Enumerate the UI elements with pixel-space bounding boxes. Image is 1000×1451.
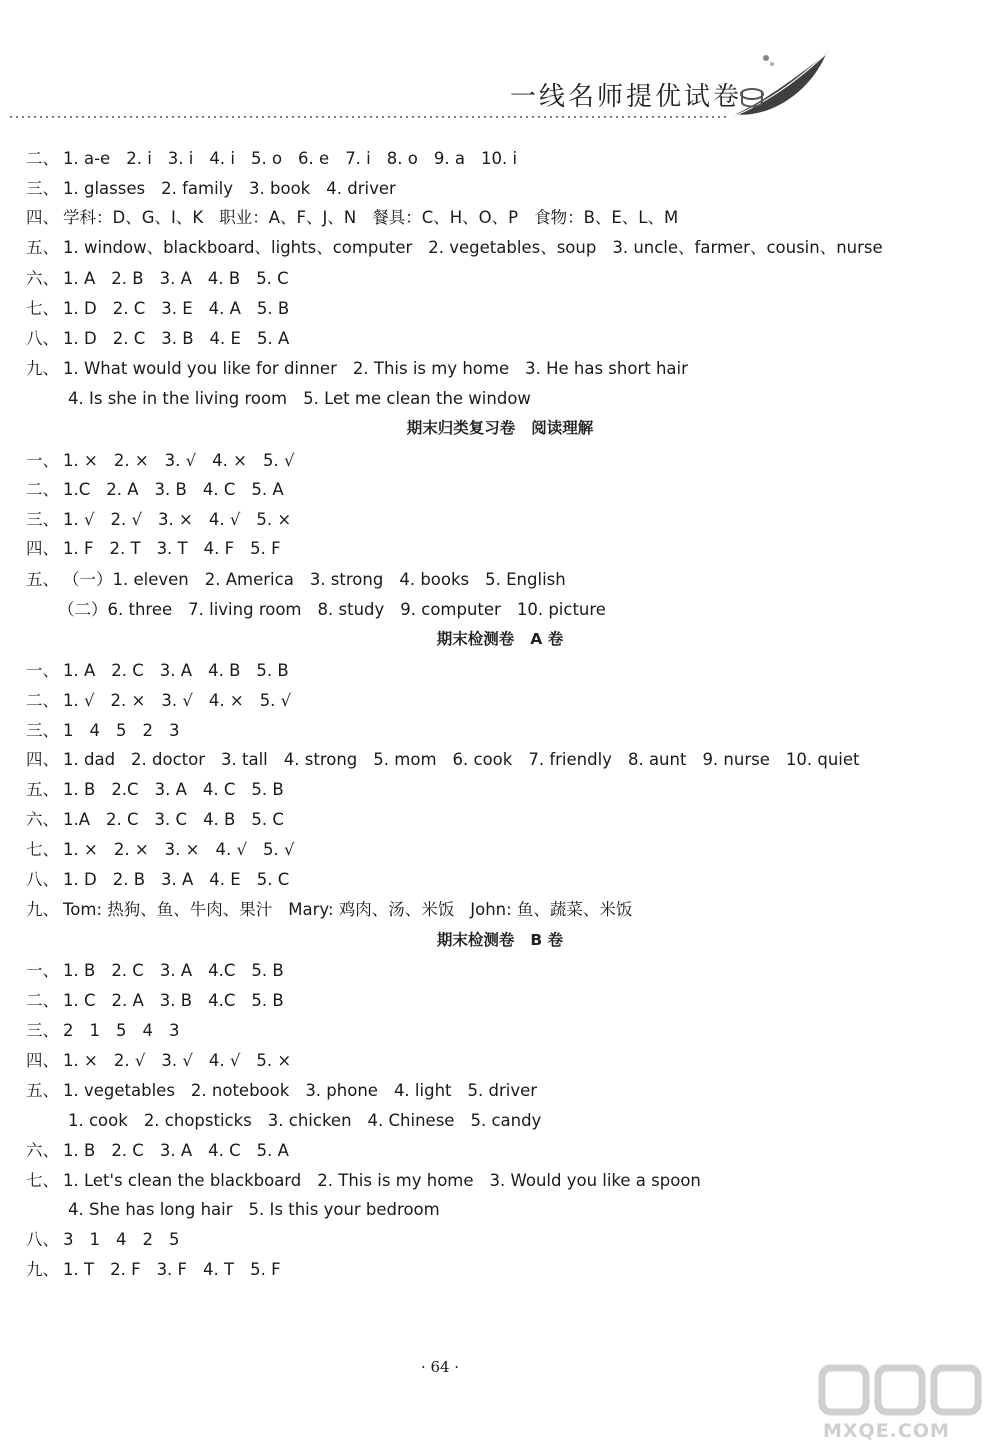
answer-item: Tom: 热狗、鱼、牛肉、果汁	[63, 900, 273, 919]
answer-line	[26, 960, 300, 982]
answer-item: 4. A	[208, 299, 241, 318]
answer-item: 3. uncle、farmer、cousin、nurse	[612, 238, 883, 257]
answer-item: 9. nurse	[702, 750, 770, 769]
answer-item: 2. This is my home	[317, 1171, 474, 1190]
question-number: 八、	[26, 1230, 59, 1249]
answer-item: 5. B	[251, 961, 284, 980]
answer-item: 4. E	[209, 870, 241, 889]
answer-line	[26, 1170, 717, 1192]
answer-item: 6. e	[298, 149, 330, 168]
answer-item: 4. She has long hair	[68, 1200, 233, 1219]
answer-item: 3. T	[156, 539, 188, 558]
question-number: 三、	[26, 510, 59, 529]
answer-item: 4	[116, 1230, 127, 1249]
answer-item: 1. A	[63, 269, 96, 288]
answer-item: 5	[116, 721, 127, 740]
question-number: 六、	[26, 1141, 59, 1160]
answer-item: 4. Is she in the living room	[68, 389, 288, 408]
answer-item: 7. friendly	[528, 750, 612, 769]
answer-item: 2. C	[111, 961, 144, 980]
answer-item: 2. This is my home	[352, 359, 510, 378]
answer-line	[26, 660, 305, 682]
question-number: 九、	[26, 1260, 59, 1279]
section-heading	[0, 628, 1000, 650]
section-heading	[0, 929, 1000, 951]
question-number: 一、	[26, 961, 59, 980]
section-heading-part: 期末检测卷	[436, 630, 515, 648]
answer-item: 1. T	[63, 1260, 95, 1279]
answer-line	[68, 1110, 557, 1132]
section-heading-part: 期末检测卷	[436, 931, 515, 949]
answer-item: 5	[169, 1230, 180, 1249]
answer-item: 2. √	[110, 510, 143, 529]
answer-item: 4. Chinese	[367, 1111, 455, 1130]
answer-line	[26, 809, 300, 831]
answer-item: 食物：B、E、L、M	[534, 208, 679, 227]
answer-item: 2. ×	[113, 451, 149, 470]
answer-item: 5. B	[256, 661, 289, 680]
answer-item: 4	[89, 721, 100, 740]
question-number: 五、	[26, 570, 59, 589]
answer-item: 2	[142, 1230, 153, 1249]
answer-item: 1. F	[63, 539, 94, 558]
answer-item: 餐具：C、H、O、P	[372, 208, 519, 227]
answer-item: 1. D	[63, 329, 97, 348]
answer-line	[26, 1050, 307, 1072]
answer-item: 10. i	[480, 149, 518, 168]
answer-item: 3. E	[161, 299, 193, 318]
answer-line	[26, 1259, 297, 1281]
answer-line	[26, 479, 300, 501]
question-number: 四、	[26, 1051, 59, 1070]
answer-item: 4. strong	[283, 750, 358, 769]
page-header-title: 一线名师提优试卷	[510, 82, 743, 112]
answer-line	[26, 1080, 553, 1102]
answer-item: 4	[142, 1021, 153, 1040]
answer-item: 3. strong	[309, 570, 384, 589]
answer-item: 3. A	[159, 269, 192, 288]
answer-line	[26, 690, 307, 712]
answer-item: 4. T	[203, 1260, 235, 1279]
answer-item: 7. living room	[188, 600, 302, 619]
answer-item: 2. C	[111, 661, 144, 680]
answer-line	[26, 869, 305, 891]
answer-item: 1	[89, 1021, 100, 1040]
answer-item: （二）6. three	[58, 600, 173, 619]
answer-item: 3. A	[159, 961, 193, 980]
answer-item: 1. √	[63, 691, 95, 710]
answer-item: 2. √	[113, 1051, 146, 1070]
answer-item: 5. √	[259, 691, 292, 710]
answer-item: 3. √	[164, 451, 197, 470]
answer-item: 1. a-e	[63, 149, 111, 168]
answer-line	[26, 1140, 305, 1162]
answer-line	[26, 358, 704, 380]
answer-item: 3	[169, 721, 180, 740]
answer-item: 2. family	[161, 179, 234, 198]
answer-item: 4. books	[399, 570, 470, 589]
section-heading	[0, 417, 1000, 439]
answer-item: 4. √	[208, 1051, 241, 1070]
answer-item: 8. aunt	[627, 750, 687, 769]
answer-item: 1. Let's clean the blackboard	[63, 1171, 302, 1190]
question-number: 四、	[26, 208, 59, 227]
answer-item: 6. cook	[452, 750, 513, 769]
answer-item: 3. A	[159, 661, 193, 680]
feather-icon	[728, 44, 838, 126]
answer-item: 4.C	[208, 961, 236, 980]
answer-line	[58, 599, 622, 621]
question-number: 八、	[26, 870, 59, 889]
answer-item: 3. ×	[158, 510, 193, 529]
answer-line	[26, 720, 196, 742]
answer-item: 3. B	[154, 480, 187, 499]
answer-item: 3. √	[161, 1051, 193, 1070]
answer-item: 4. √	[208, 510, 241, 529]
answer-item: 5. mom	[373, 750, 437, 769]
answer-item: 4. F	[203, 539, 235, 558]
answer-item: 3. √	[161, 691, 193, 710]
answer-item: 5	[116, 1021, 127, 1040]
answer-line	[26, 1020, 196, 1042]
question-number: 一、	[26, 661, 59, 680]
answer-item: 4. C	[202, 480, 236, 499]
answer-item: 2. T	[109, 539, 141, 558]
answer-item: 5. C	[256, 269, 289, 288]
answer-item: 1. glasses	[63, 179, 146, 198]
answer-item: 3. A	[159, 1141, 193, 1160]
answer-item: 1. ×	[63, 1051, 98, 1070]
question-number: 二、	[26, 480, 59, 499]
answer-item: 4. ×	[208, 691, 244, 710]
answer-item: 4. √	[215, 840, 247, 859]
answer-line	[68, 388, 547, 410]
answer-item: 2. notebook	[190, 1081, 290, 1100]
question-number: 七、	[26, 840, 59, 859]
question-number: 三、	[26, 721, 59, 740]
answer-item: 2. B	[111, 269, 144, 288]
answer-item: 4. light	[393, 1081, 452, 1100]
answer-item: 3	[63, 1230, 74, 1249]
section-heading-part: A 卷	[530, 630, 564, 648]
answer-line	[26, 1229, 196, 1251]
page-header	[0, 0, 1000, 130]
question-number: 二、	[26, 149, 59, 168]
answer-line	[26, 749, 876, 771]
answer-item: 3. tall	[221, 750, 268, 769]
answer-item: 2	[142, 721, 153, 740]
answer-item: 10. quiet	[785, 750, 860, 769]
answer-item: 3. ×	[164, 840, 200, 859]
answer-line	[26, 328, 305, 350]
answer-item: 1. √	[63, 510, 95, 529]
question-number: 二、	[26, 691, 59, 710]
answer-item: 5. driver	[467, 1081, 538, 1100]
answer-item: 4. B	[207, 269, 241, 288]
answer-item: 3	[169, 1021, 180, 1040]
answer-item: 5. A	[251, 480, 284, 499]
answer-item: 3. A	[154, 780, 187, 799]
answer-item: 4. B	[203, 810, 236, 829]
answer-item: 2. ×	[113, 840, 149, 859]
answer-item: 5. o	[250, 149, 283, 168]
answer-item: 2. C	[111, 1141, 144, 1160]
question-number: 五、	[26, 780, 59, 799]
question-number: 六、	[26, 269, 59, 288]
answer-item: 3. He has short hair	[525, 359, 688, 378]
question-number: 七、	[26, 299, 59, 318]
answer-item: 1.C	[63, 480, 91, 499]
answer-item: 3. A	[161, 870, 194, 889]
answer-item: 5. F	[250, 1260, 281, 1279]
answer-item: 5. B	[256, 299, 290, 318]
answer-item: 3. chicken	[267, 1111, 352, 1130]
answer-item: 2. ×	[110, 691, 146, 710]
answer-item: 3. book	[249, 179, 311, 198]
answer-item: 1. D	[63, 870, 97, 889]
answer-line	[26, 178, 412, 200]
answer-item: 2. America	[204, 570, 294, 589]
answer-item: 10. picture	[516, 600, 606, 619]
answer-item: 2. C	[112, 299, 146, 318]
answer-item: 5. candy	[470, 1111, 542, 1130]
answer-item: Mary: 鸡肉、汤、米饭	[288, 900, 455, 919]
question-number: 七、	[26, 1171, 59, 1190]
answer-item: 1	[63, 721, 74, 740]
answer-item: 4. i	[209, 149, 235, 168]
answer-item: 1. B	[63, 780, 96, 799]
question-number: 一、	[26, 451, 59, 470]
answer-item: 5. English	[485, 570, 566, 589]
answer-item: 1. What would you like for dinner	[63, 359, 337, 378]
answer-item: 4. C	[208, 1141, 241, 1160]
answer-item: 1. B	[63, 961, 96, 980]
answer-item: 5. ×	[256, 510, 292, 529]
answer-item: 8. study	[317, 600, 385, 619]
answer-item: 2. vegetables、soup	[428, 238, 597, 257]
section-heading-part: 期末归类复习卷	[406, 419, 516, 437]
answer-line	[26, 990, 300, 1012]
answer-item: 4. B	[208, 661, 241, 680]
answer-item: 3. i	[167, 149, 194, 168]
answer-item: 2. doctor	[131, 750, 206, 769]
answer-item: 4. ×	[212, 451, 247, 470]
answer-item: 3. Would you like a spoon	[489, 1171, 701, 1190]
answer-item: 5. A	[256, 329, 290, 348]
question-number: 四、	[26, 750, 59, 769]
answer-item: 职业：A、F、J、N	[219, 208, 357, 227]
answer-item: 2. chopsticks	[143, 1111, 252, 1130]
question-number: 九、	[26, 359, 59, 378]
answer-item: 1. C	[63, 991, 96, 1010]
answer-item: 1. dad	[63, 750, 116, 769]
answer-item: 1. cook	[68, 1111, 128, 1130]
answer-line	[26, 569, 582, 591]
answer-item: 8. o	[386, 149, 418, 168]
answer-item: 1	[89, 1230, 100, 1249]
answer-line	[26, 779, 300, 801]
section-heading-part: B 卷	[530, 931, 564, 949]
answer-item: 2	[63, 1021, 74, 1040]
answer-item: 5. C	[251, 810, 284, 829]
answer-item: 1. window、blackboard、lights、computer	[63, 238, 413, 257]
answer-item: John: 鱼、蔬菜、米饭	[470, 900, 633, 919]
answer-item: 2.C	[111, 780, 139, 799]
answer-line	[26, 538, 297, 560]
question-number: 六、	[26, 810, 59, 829]
answer-line	[26, 207, 694, 229]
question-number: 九、	[26, 900, 59, 919]
question-number: 三、	[26, 179, 59, 198]
answer-item: 5. Let me clean the window	[303, 389, 531, 408]
answer-item: 2. C	[112, 329, 146, 348]
answer-item: 5. Is this your bedroom	[248, 1200, 440, 1219]
answer-item: 3. phone	[305, 1081, 378, 1100]
answer-item: 4.C	[208, 991, 236, 1010]
answer-item: 3. F	[156, 1260, 188, 1279]
answer-item: 4. E	[209, 329, 241, 348]
answer-line	[26, 148, 533, 170]
question-number: 五、	[26, 238, 59, 257]
answer-item: 1.A	[63, 810, 91, 829]
answer-item: 5. √	[263, 840, 295, 859]
answer-line	[26, 509, 307, 531]
answer-item: 5. √	[263, 451, 295, 470]
answer-item: 4. driver	[326, 179, 396, 198]
answer-item: 9. computer	[400, 600, 501, 619]
answer-item: 1. ×	[63, 451, 98, 470]
watermark-text: MXQE.COM	[823, 1420, 950, 1442]
answer-item: 5. F	[250, 539, 281, 558]
answer-item: 1. ×	[63, 840, 98, 859]
question-number: 三、	[26, 1021, 59, 1040]
answer-item: （一）1. eleven	[63, 570, 189, 589]
answer-item: 2. C	[106, 810, 139, 829]
answer-item: 学科：D、G、I、K	[63, 208, 204, 227]
question-number: 五、	[26, 1081, 59, 1100]
answer-line	[26, 237, 899, 259]
answer-line	[26, 450, 311, 472]
answer-item: 1. B	[63, 1141, 96, 1160]
answer-line	[26, 839, 311, 861]
question-number: 八、	[26, 329, 59, 348]
page-number: · 64 ·	[420, 1358, 460, 1376]
answer-line	[26, 298, 305, 320]
answer-item: 2. F	[110, 1260, 141, 1279]
section-heading-part: 阅读理解	[531, 419, 594, 437]
question-number: 二、	[26, 991, 59, 1010]
answer-item: 2. A	[106, 480, 139, 499]
answer-line	[26, 899, 648, 921]
answer-item: 5. A	[256, 1141, 289, 1160]
answer-item: 5. B	[251, 780, 284, 799]
answer-item: 3. B	[161, 329, 194, 348]
answer-item: 5. ×	[256, 1051, 292, 1070]
answer-item: 1. vegetables	[63, 1081, 175, 1100]
answer-item: 2. A	[111, 991, 144, 1010]
answer-item: 4. C	[202, 780, 236, 799]
answer-item: 1. D	[63, 299, 97, 318]
question-number: 四、	[26, 539, 59, 558]
answer-item: 2. B	[112, 870, 146, 889]
answer-item: 1. A	[63, 661, 96, 680]
answer-item: 5. C	[256, 870, 290, 889]
answer-line	[26, 268, 305, 290]
dotted-rule	[8, 116, 730, 118]
answer-item: 7. i	[345, 149, 371, 168]
answer-item: 3. B	[159, 991, 193, 1010]
answer-item: 9. a	[433, 149, 465, 168]
answer-line	[68, 1199, 456, 1221]
answer-item: 3. C	[154, 810, 188, 829]
answer-item: 5. B	[251, 991, 284, 1010]
answer-item: 2. i	[126, 149, 152, 168]
